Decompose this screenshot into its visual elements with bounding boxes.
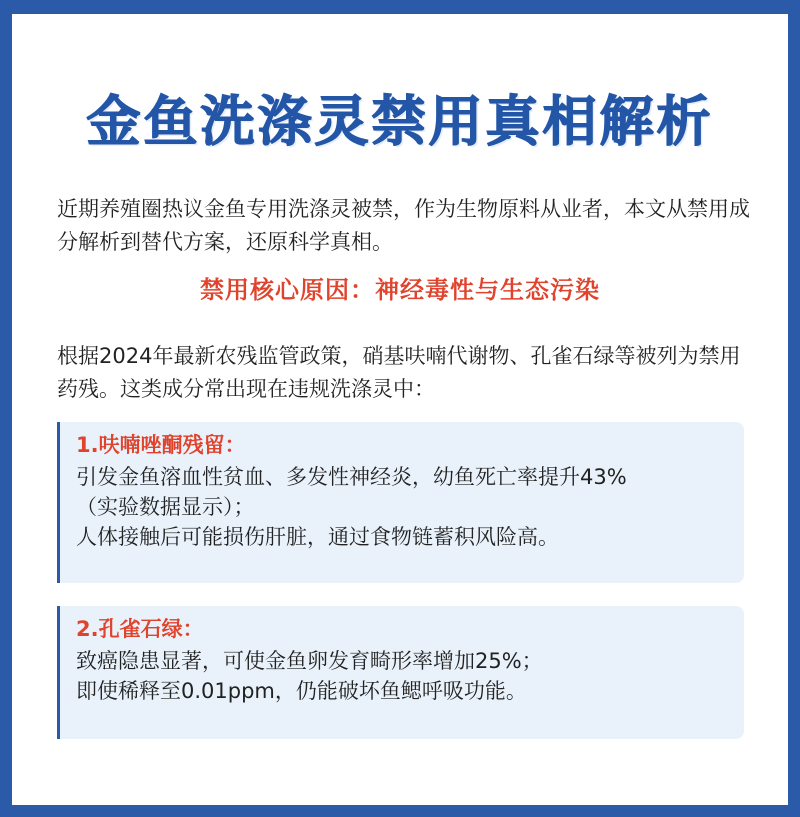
policy-paragraph: 根据2024年最新农残监管政策，硝基呋喃代谢物、孔雀石绿等被列为禁用药残。这类成分常出现在违规洗涤灵中： bbox=[57, 344, 741, 401]
card-line: 人体接触后可能损伤肝脏，通过食物链蓄积风险高。 bbox=[76, 525, 559, 549]
card-title: 1.呋喃唑酮残留： bbox=[76, 433, 246, 457]
page-title: 金鱼洗涤灵禁用真相解析 bbox=[86, 90, 714, 153]
info-card-malachite-green bbox=[57, 606, 744, 739]
card-line: 即使稀释至0.01ppm，仍能破坏鱼鳃呼吸功能。 bbox=[76, 679, 527, 703]
card-line: （实验数据显示）； bbox=[76, 495, 255, 519]
section-subtitle: 禁用核心原因：神经毒性与生态污染 bbox=[200, 276, 600, 304]
card-line: 引发金鱼溶血性贫血、多发性神经炎，幼鱼死亡率提升43% bbox=[76, 465, 627, 489]
intro-paragraph: 近期养殖圈热议金鱼专用洗涤灵被禁，作为生物原料从业者，本文从禁用成分解析到替代方案，还原科学真相。 bbox=[57, 197, 750, 254]
card-title: 2.孔雀石绿： bbox=[76, 617, 204, 641]
info-card-furazolidone bbox=[57, 422, 744, 583]
card-line: 致癌隐患显著，可使金鱼卵发育畸形率增加25%； bbox=[76, 649, 543, 673]
